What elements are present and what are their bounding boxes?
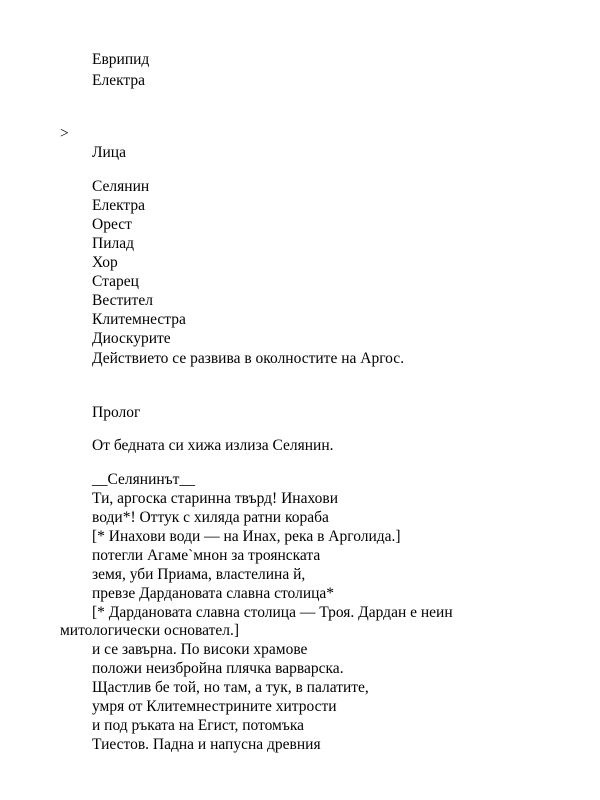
verse-line: земя, уби Приама, властелина й,	[92, 566, 306, 583]
footnote-line: [* Инахови води — на Инах, река в Арголида.]	[92, 528, 401, 545]
section-marker: >	[60, 125, 69, 142]
person-item: Старец	[92, 273, 139, 290]
work-title: Електра	[92, 72, 146, 89]
person-item: Хор	[92, 254, 118, 271]
verse-line: умря от Клитемнестрините хитрости	[92, 698, 337, 715]
verse-line: превзе Дардановата славна столица*	[92, 585, 335, 602]
person-item: Диоскурите	[92, 330, 171, 347]
stage-direction: От бедната си хижа излиза Селянин.	[92, 437, 334, 454]
verse-line: и под ръката на Егист, потомъка	[92, 717, 305, 734]
verse-line: положи неизбройна плячка варварска.	[92, 660, 344, 677]
footnote-continuation: митологически основател.]	[60, 622, 240, 639]
verse-line: Щастлив бе той, но там, а тук, в палатите,	[92, 679, 369, 696]
footnote-line: [* Дардановата славна столица — Троя. Дардан е неин	[92, 604, 453, 621]
verse-line: потегли Агаме`мнон за троянската	[92, 547, 321, 564]
person-item: Клитемнестра	[92, 311, 186, 328]
prologue-heading: Пролог	[92, 404, 141, 421]
persons-heading: Лица	[92, 144, 126, 161]
setting-note: Действието се развива в околностите на Аргос.	[92, 350, 405, 367]
author: Еврипид	[92, 51, 150, 68]
verse-line: Ти, аргоска старинна твърд! Инахови	[92, 490, 338, 507]
person-item: Пилад	[92, 235, 134, 252]
person-item: Орест	[92, 216, 132, 233]
verse-line: Тиестов. Падна и напусна древния	[92, 736, 321, 753]
person-item: Електра	[92, 197, 146, 214]
person-item: Вестител	[92, 292, 153, 309]
verse-line: и се завърна. По високи храмове	[92, 641, 308, 658]
person-item: Селянин	[92, 178, 150, 195]
verse-line: води*! Оттук с хиляда ратни кораба	[92, 509, 329, 526]
speaker-name: __Селянинът__	[92, 471, 195, 488]
